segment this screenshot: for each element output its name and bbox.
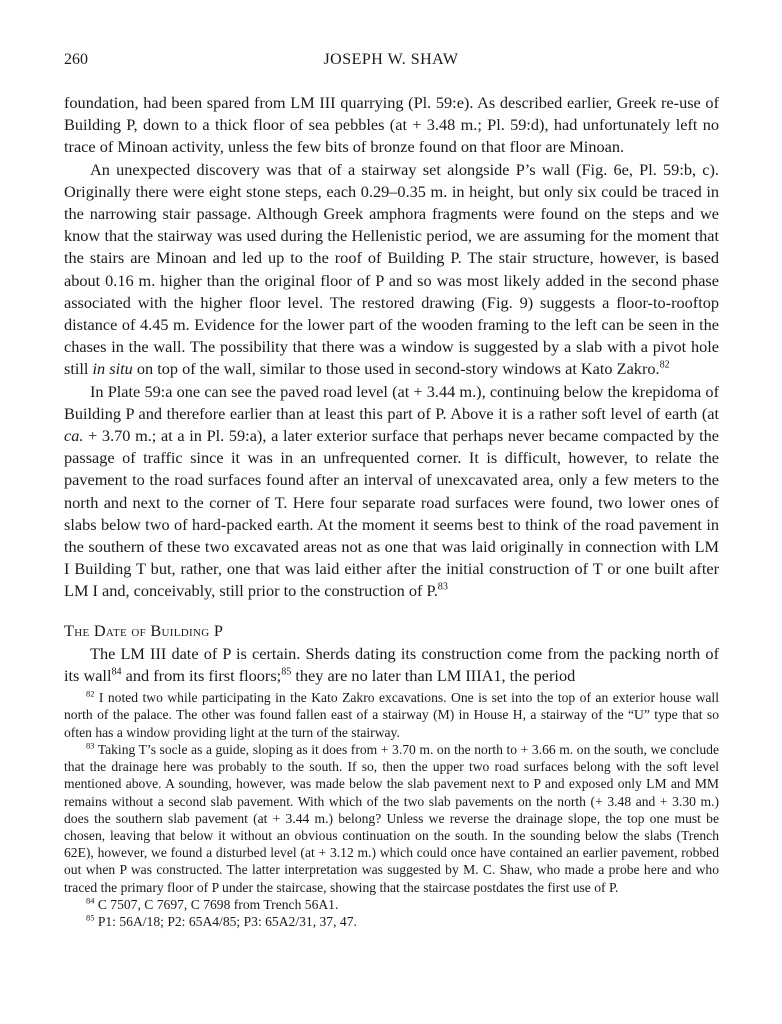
section-heading: The Date of Building P: [64, 620, 224, 640]
paragraph-2-text-b: on top of the wall, similar to those used in second-story windows at Kato Zakro.: [136, 359, 660, 379]
footnote-82: [64, 689, 719, 741]
footnote-ref-82[interactable]: 82: [659, 360, 670, 372]
running-head: JOSEPH W. SHAW: [323, 51, 459, 68]
paragraph-2-italic: in situ: [92, 359, 133, 379]
footnote-ref-84[interactable]: 84: [111, 666, 122, 678]
footnote-number: 85: [86, 912, 95, 923]
paragraph-3-text-b: + 3.70 m.; at a in Pl. 59:a), a later exterior surface that perhaps never became compacted by the passage of traffic since it was in an unfrequented corner. It is difficult, however, to relate the pavement to the road surfaces found after an interval of unexcavated area, only a few meters to the north and next to the corner of T. Here four separate road surfaces were found, two lower ones of slabs below two of hard-packed earth. At the moment it seems best to think of the road pavement in the southern of these two excavated areas not as one that was laid originally in connection with LM I Building T but, rather, one that was laid either after the initial construction of T or one built after LM I and, conceivably, still prior to the construction of P.: [64, 426, 719, 601]
footnote-84: [64, 896, 719, 913]
footnote-number: 82: [86, 688, 95, 699]
footnote-text: Taking T’s socle as a guide, sloping as it does from + 3.70 m. on the north to + 3.66 m. on the south, we conclude that the drainage here was probably to the south. If so, then the upper two road surfaces belong with the soft level mentioned above. A sounding, however, was made below the slab pavement next to P and exposed only LM and MM remains without a second slab pavement. With which of the two slab pavements on the north (+ 3.48 and + 3.30 m.) does the southern slab pavement (at + 3.44 m.) belong? Unless we reverse the drainage slope, the top one must be chosen, leaving that below it without an obvious continuation on the south. In the sounding below the slabs (Trench 62E), however, we found a disturbed level (at + 3.12 m.) which could once have contained an earlier pavement, robbed out when P was constructed. The latter interpretation was suggested by M. C. Shaw, who made a probe here and who traced the primary floor of P under the staircase, showing that the staircase postdates the first use of P.: [64, 741, 720, 895]
paragraph-3: [64, 381, 719, 603]
paragraph-4-text-a: The LM III date of P is certain. Sherds dating its construction come from the packing north of its wall: [64, 643, 719, 686]
footnote-ref-83[interactable]: 83: [437, 582, 448, 594]
paragraph-4-text-c: they are no later than LM IIIA1, the period: [295, 666, 576, 686]
page-number: 260: [64, 51, 88, 68]
footnote-ref-85[interactable]: 85: [281, 666, 292, 678]
footnote-text: C 7507, C 7697, C 7698 from Trench 56A1.: [97, 896, 339, 912]
body-text: [64, 92, 719, 930]
footnote-85: [64, 913, 719, 930]
paragraph-2-text-a: An unexpected discovery was that of a stairway set alongside P’s wall (Fig. 6e, Pl. 59:b, c). Originally there were eight stone steps, each 0.29–0.35 m. in height, but only six could be traced in the narrowing stair passage. Although Greek amphora fragments were found on the steps and we know that the stairway was used during the Hellenistic period, we are assuming for the moment that the stairs are Minoan and led up to the roof of Building P. The stair structure, however, is based about 0.16 m. higher than the original floor of P and so was most likely added in the second phase associated with the higher floor level. The restored drawing (Fig. 9) suggests a floor-to-rooftop distance of 4.45 m. Evidence for the lower part of the wooden framing to the left can be seen in the chases in the wall. The possibility that there was a window is suggested by a slab with a pivot hole still: [64, 159, 719, 379]
paragraph-1: foundation, had been spared from LM III quarrying (Pl. 59:e). As described earlier, Greek re-use of Building P, down to a thick floor of sea pebbles (at + 3.48 m.; Pl. 59:d), had unfortunately left no trace of Minoan activity, unless the few bits of bronze found on that floor are Minoan.: [64, 93, 719, 157]
paragraph-3-text-a: In Plate 59:a one can see the paved road level (at + 3.44 m.), continuing below the krepidoma of Building P and therefore earlier than at least this part of P. Above it is a rather soft level of earth (at: [64, 381, 719, 423]
footnote-number: 83: [86, 740, 95, 751]
footnote-text: I noted two while participating in the Kato Zakro excavations. One is set into the top of an exterior house wall north of the palace. The other was found fallen east of a stairway (M) in House H, a stairway of the “U” type that so often has a window providing light at the turn of the stairway.: [64, 690, 719, 740]
page-header: [0, 51, 782, 73]
footnote-text: P1: 56A/18; P2: 65A4/85; P3: 65A2/31, 37, 47.: [97, 913, 357, 929]
paragraph-2: [64, 159, 719, 381]
footnote-number: 84: [86, 895, 95, 906]
paragraph-3-italic: ca.: [64, 426, 84, 446]
paragraph-4-text-b: and from its first floors;: [125, 666, 282, 686]
footnotes: [64, 689, 719, 930]
footnote-83: [64, 741, 719, 896]
paragraph-4: [64, 643, 719, 687]
